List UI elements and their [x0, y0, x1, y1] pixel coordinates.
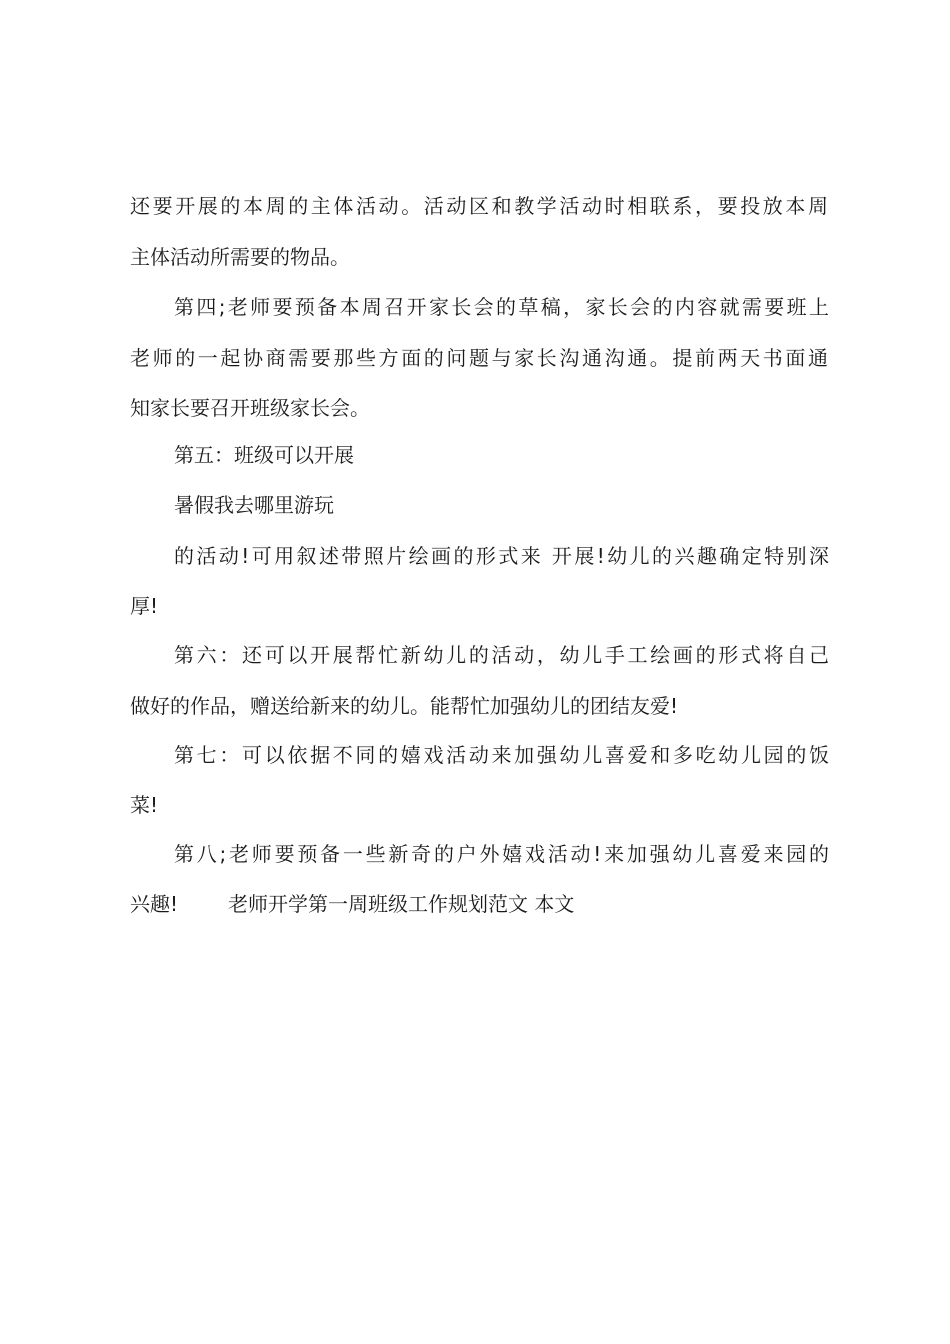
text-line: 的活动!可用叙述带照片绘画的形式来 开展!幼儿的兴趣确定特别深	[174, 544, 829, 568]
document-title-footer: 老师开学第一周班级工作规划范文 本文	[228, 892, 575, 916]
text-line: 老师的一起协商需要那些方面的问题与家长沟通沟通。提前两天书面通	[130, 346, 828, 370]
text-line: 菜!	[130, 793, 159, 817]
paragraph-6-line: 第六：还可以开展帮忙新幼儿的活动，幼儿手工绘画的形式将自己	[174, 643, 829, 667]
text-line: 做好的作品，赠送给新来的幼儿。能帮忙加强幼儿的团结友爱!	[130, 694, 679, 718]
text-line: 暑假我去哪里游玩	[174, 493, 334, 517]
text-line: 主体活动所需要的物品。	[130, 245, 350, 269]
paragraph-4-line: 第四;老师要预备本周召开家长会的草稿，家长会的内容就需要班上	[174, 295, 829, 319]
paragraph-5-line: 第五：班级可以开展	[174, 443, 354, 467]
text-line: 知家长要召开班级家长会。	[130, 396, 370, 420]
text-line: 厚!	[130, 594, 159, 618]
paragraph-7-line: 第七：可以依据不同的嬉戏活动来加强幼儿喜爱和多吃幼儿园的饭	[174, 743, 829, 767]
text-line: 兴趣!	[130, 892, 179, 916]
text-line: 还要开展的本周的主体活动。活动区和教学活动时相联系，要投放本周	[130, 194, 828, 218]
paragraph-8-line: 第八;老师要预备一些新奇的户外嬉戏活动!来加强幼儿喜爱来园的	[174, 842, 829, 866]
